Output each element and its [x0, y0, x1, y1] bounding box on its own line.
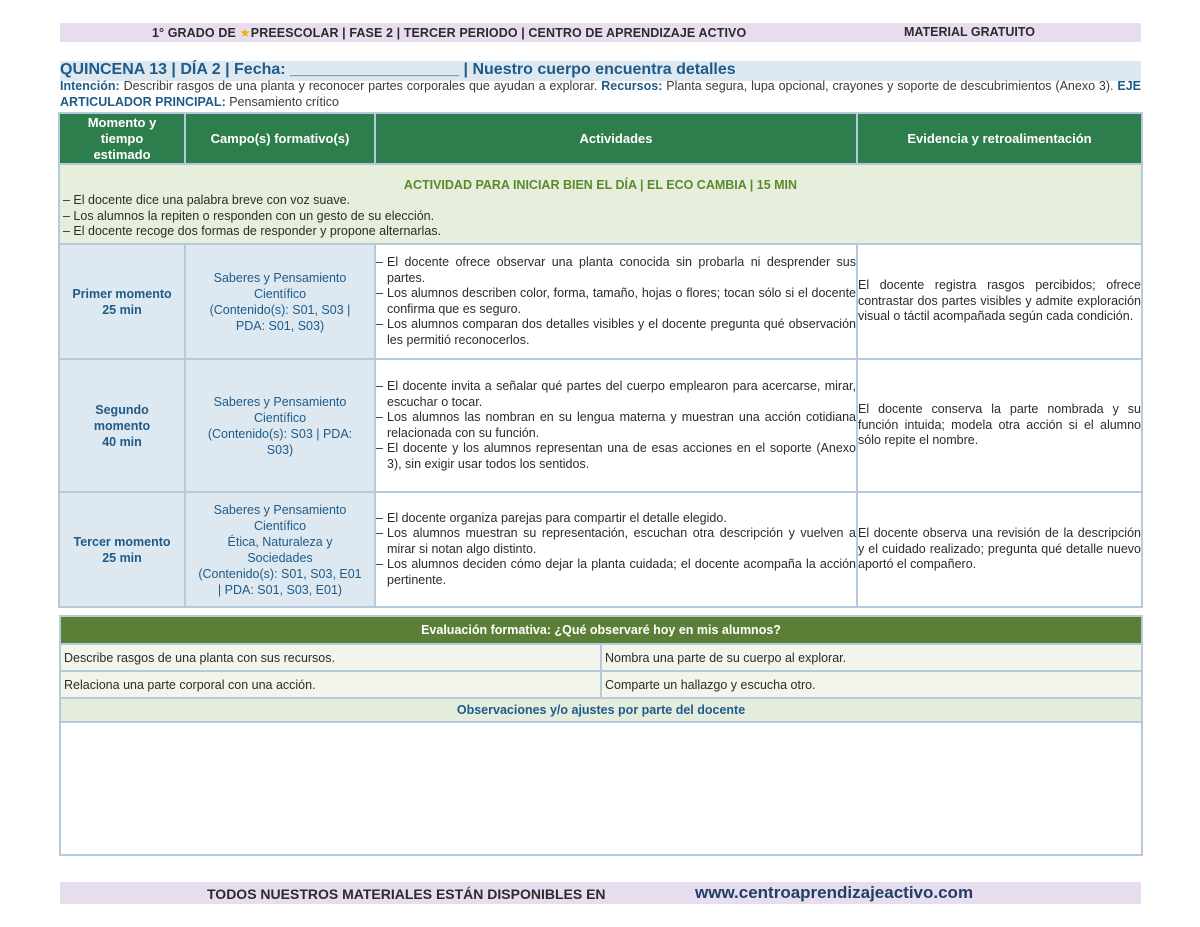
moment-label: Tercer momento [73, 534, 171, 549]
start-activity-row [59, 164, 1142, 244]
activity-item: – Los alumnos deciden cómo dejar la planta cuidada; el docente acompaña la acción pertinente. [376, 557, 856, 588]
observations-title: Observaciones y/o ajustes por parte del docente [60, 698, 1142, 722]
start-activity-line: – El docente recoge dos formas de responder y propone alternarlas. [63, 224, 442, 239]
campo-line: Científico [253, 518, 307, 533]
header-grade-phase [152, 25, 746, 40]
campo-line: (Contenido(s): S01, S03 | [209, 302, 351, 317]
table-row [59, 244, 1142, 359]
eje-text: Pensamiento crítico [225, 94, 339, 109]
evaluation-item: Comparte un hallazgo y escucha otro. [601, 671, 1142, 698]
table-row [59, 359, 1142, 492]
star-icon: ★ [239, 26, 251, 40]
evidence-cell: El docente conserva la parte nombrada y su función intuida; modela otra acción si el alumno sólo repite el nombre. [857, 359, 1142, 492]
activity-item: – El docente y los alumnos representan una de esas acciones en el soporte (Anexo 3), sin exigir usar todos los sentidos. [376, 441, 856, 472]
activities-cell [375, 492, 857, 607]
footer-website-link[interactable]: www.centroaprendizajeactivo.com [695, 883, 974, 902]
activities-cell [375, 359, 857, 492]
start-activity-line: – El docente dice una palabra breve con voz suave. [63, 193, 350, 208]
moment-cell [59, 359, 185, 492]
start-activity-cell [59, 164, 1142, 244]
intencion-label: Intención: [60, 79, 120, 93]
activity-item: – El docente invita a señalar qué partes del cuerpo emplearon para acercarse, mirar, escuchar o tocar. [376, 379, 856, 410]
activity-item: – Los alumnos las nombran en su lengua materna y muestran una acción cotidiana relacionada con su función. [376, 410, 856, 441]
recursos-label: Recursos: [601, 79, 663, 93]
campo-line: S03) [266, 442, 294, 457]
header-moment [59, 113, 185, 164]
observations-header-row [60, 698, 1142, 722]
campo-line: PDA: S01, S03) [235, 318, 325, 333]
header-activities: Actividades [375, 113, 857, 164]
campo-cell [185, 359, 375, 492]
campo-cell [185, 492, 375, 607]
campo-cell [185, 244, 375, 359]
header-campo: Campo(s) formativo(s) [185, 113, 375, 164]
header-moment-label: Momento y tiempo estimado [87, 114, 157, 162]
header-evidence: Evidencia y retroalimentación [857, 113, 1142, 164]
moment-time: 25 min [102, 550, 142, 565]
table-row [59, 492, 1142, 607]
activity-item: – Los alumnos describen color, forma, tamaño, hojas o flores; tocan sólo si el docente confirma que es seguro. [376, 286, 856, 317]
intent-paragraph [60, 79, 1141, 110]
evidence-cell: El docente registra rasgos percibidos; ofrece contrastar dos partes visibles y admite exploración visual o táctil acompañada según cada condición. [857, 244, 1142, 359]
title-band [60, 61, 1141, 81]
moment-label: momento [93, 418, 151, 433]
campo-line: Ética, Naturaleza y [227, 534, 333, 549]
campo-line: (Contenido(s): S03 | PDA: [207, 426, 353, 441]
campo-line: Saberes y Pensamiento [213, 394, 347, 409]
page-title: QUINCENA 13 | DÍA 2 | Fecha: ___________________ | Nuestro cuerpo encuentra detalles [60, 61, 736, 78]
table-header-row [59, 113, 1142, 164]
observations-area[interactable] [60, 722, 1142, 855]
observations-row [60, 722, 1142, 855]
planning-table [58, 112, 1143, 608]
activity-item: – El docente ofrece observar una planta conocida sin probarla ni desprender sus partes. [376, 255, 856, 286]
campo-line: | PDA: S01, S03, E01) [217, 582, 343, 597]
evaluation-table [59, 615, 1143, 856]
activity-item: – Los alumnos muestran su representación, escuchan otra descripción y vuelven a mirar si notan algo distinto. [376, 526, 856, 557]
activity-item: – El docente organiza parejas para compartir el detalle elegido. [376, 511, 856, 527]
activity-item: – Los alumnos comparan dos detalles visibles y el docente pregunta qué observación les permitió reconocerlos. [376, 317, 856, 348]
evaluation-item: Describe rasgos de una planta con sus recursos. [60, 644, 601, 671]
evaluation-item: Relaciona una parte corporal con una acción. [60, 671, 601, 698]
footer-band [60, 882, 1141, 904]
recursos-text: Planta segura, lupa opcional, crayones y soporte de descubrimientos (Anexo 3). [662, 79, 1118, 93]
evaluation-item: Nombra una parte de su cuerpo al explorar. [601, 644, 1142, 671]
header-grade-text: 1° GRADO DE [152, 26, 240, 40]
footer-text: TODOS NUESTROS MATERIALES ESTÁN DISPONIBLES EN [207, 886, 606, 902]
evaluation-header-row [60, 616, 1142, 644]
activities-cell [375, 244, 857, 359]
start-activity-title: ACTIVIDAD PARA INICIAR BIEN EL DÍA | EL ECO CAMBIA | 15 MIN [403, 178, 798, 193]
moment-time: 25 min [102, 302, 142, 317]
moment-time: 40 min [102, 434, 142, 449]
intencion-text: Describir rasgos de una planta y reconocer partes corporales que ayudan a explorar. [119, 79, 602, 93]
moment-label: Primer momento [72, 286, 172, 301]
evaluation-row [60, 671, 1142, 698]
moment-cell [59, 244, 185, 359]
evaluation-title: Evaluación formativa: ¿Qué observaré hoy en mis alumnos? [60, 616, 1142, 644]
evaluation-row [60, 644, 1142, 671]
campo-line: Científico [253, 410, 307, 425]
header-phase-text: PREESCOLAR | FASE 2 | TERCER PERIODO | CENTRO DE APRENDIZAJE ACTIVO [250, 26, 747, 40]
moment-label: Segundo [95, 402, 149, 417]
campo-line: Sociedades [247, 550, 313, 565]
start-activity-line: – Los alumnos la repiten o responden con un gesto de su elección. [63, 208, 435, 223]
header-free-material: MATERIAL GRATUITO [904, 25, 1036, 39]
campo-line: Saberes y Pensamiento [213, 502, 347, 517]
moment-cell [59, 492, 185, 607]
evidence-cell: El docente observa una revisión de la descripción y el cuidado realizado; pregunta qué detalle nuevo aportó el compañero. [857, 492, 1142, 607]
campo-line: (Contenido(s): S01, S03, E01 [198, 566, 362, 581]
campo-line: Científico [253, 286, 307, 301]
eje-label: EJE ARTICULADOR PRINCIPAL: [60, 79, 1141, 109]
top-header-band [60, 23, 1141, 42]
campo-line: Saberes y Pensamiento [213, 270, 347, 285]
